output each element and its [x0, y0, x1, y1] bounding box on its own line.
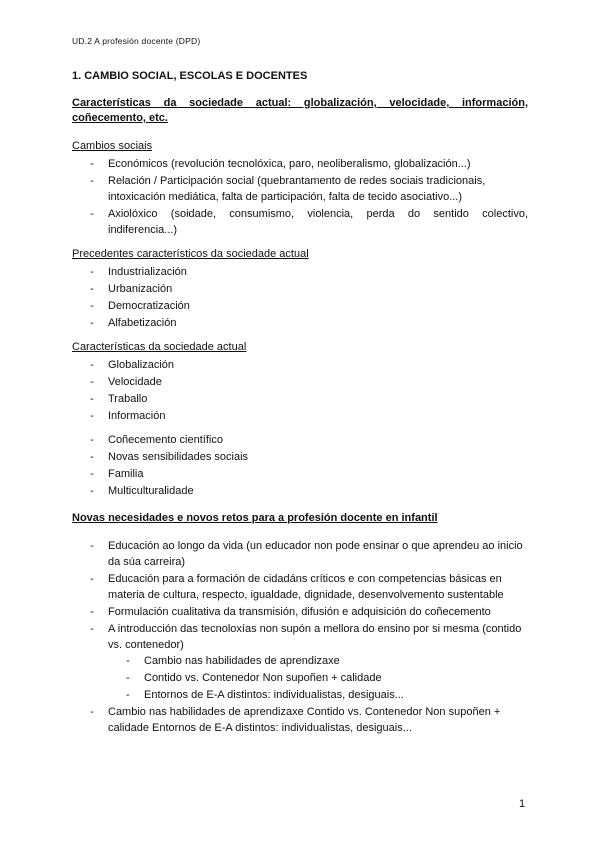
list-item: - Educación para a formación de cidadáns críticos e con competencias básicas en materia de cultura, respecto, igualdade, dignidade, desenvolvemento sustentable — [72, 571, 528, 603]
section1-heading: Características da sociedade actual: globalización, velocidade, información, coñecemento, etc. — [72, 97, 528, 124]
list-item: - Educación ao longo da vida (un educador non pode ensinar o que aprendeu ao inicio da súa carreira) — [72, 538, 528, 570]
sublist-item: - Cambio nas habilidades de aprendizaxe — [72, 653, 528, 669]
section-title: 1. CAMBIO SOCIAL, ESCOLAS E DOCENTES — [72, 70, 308, 82]
list-item: - Coñecemento científico — [72, 432, 528, 448]
list-item — [72, 621, 528, 703]
list-item: - Alfabetización — [72, 315, 528, 331]
list-item: - Axiolóxico (soidade, consumismo, violencia, perda do sentido colectivo, indiferencia...) — [72, 206, 528, 238]
precedentes-list — [72, 264, 528, 331]
caracteristicas-list-a — [72, 357, 528, 424]
cambios-label: Cambios sociais — [72, 140, 153, 152]
section2-heading: Novas necesidades e novos retos para a profesión docente en infantil — [72, 512, 438, 524]
list-item: - Velocidade — [72, 374, 528, 390]
list-item: - Globalización — [72, 357, 528, 373]
caracteristicas-label: Características da sociedade actual — [72, 341, 247, 353]
list-item: - Industrialización — [72, 264, 528, 280]
running-header: UD.2 A profesión docente (DPD) — [72, 36, 201, 46]
list-item: - Novas sensibilidades sociais — [72, 449, 528, 465]
list-item: - Económicos (revolución tecnolóxica, paro, neoliberalismo, globalización...) — [72, 156, 528, 172]
caracteristicas-list-b — [72, 432, 528, 499]
sublist-item: - Entornos de E-A distintos: individualistas, desiguais... — [72, 687, 528, 703]
list-item: - Traballo — [72, 391, 528, 407]
list-item: - Relación / Participación social (quebrantamento de redes sociais tradicionais, intoxicación mediática, falta de participación, falta de tecido asociativo...) — [72, 173, 528, 205]
list-item: - Formulación cualitativa da transmisión, difusión e adquisición do coñecemento — [72, 604, 528, 620]
list-item: - Familia — [72, 466, 528, 482]
list-item: - Cambio nas habilidades de aprendizaxe Contido vs. Contenedor Non supoñen + calidade Entornos de E-A distintos: individualistas, desiguais... — [72, 704, 528, 736]
page-content — [72, 70, 528, 746]
cambios-list — [72, 156, 528, 238]
list-item: - Democratización — [72, 298, 528, 314]
list-item: - Multiculturalidade — [72, 483, 528, 499]
retos-sublist — [72, 653, 528, 703]
list-item-text: A introducción das tecnoloxías non supón a mellora do ensino por si mesma (contido vs. contenedor) — [108, 623, 522, 651]
list-item: - Urbanización — [72, 281, 528, 297]
sublist-item: - Contido vs. Contenedor Non supoñen + calidade — [72, 670, 528, 686]
retos-list — [72, 538, 528, 736]
page-number: 1 — [519, 798, 526, 810]
precedentes-label: Precedentes característicos da sociedade actual — [72, 248, 309, 260]
list-item: - Información — [72, 408, 528, 424]
